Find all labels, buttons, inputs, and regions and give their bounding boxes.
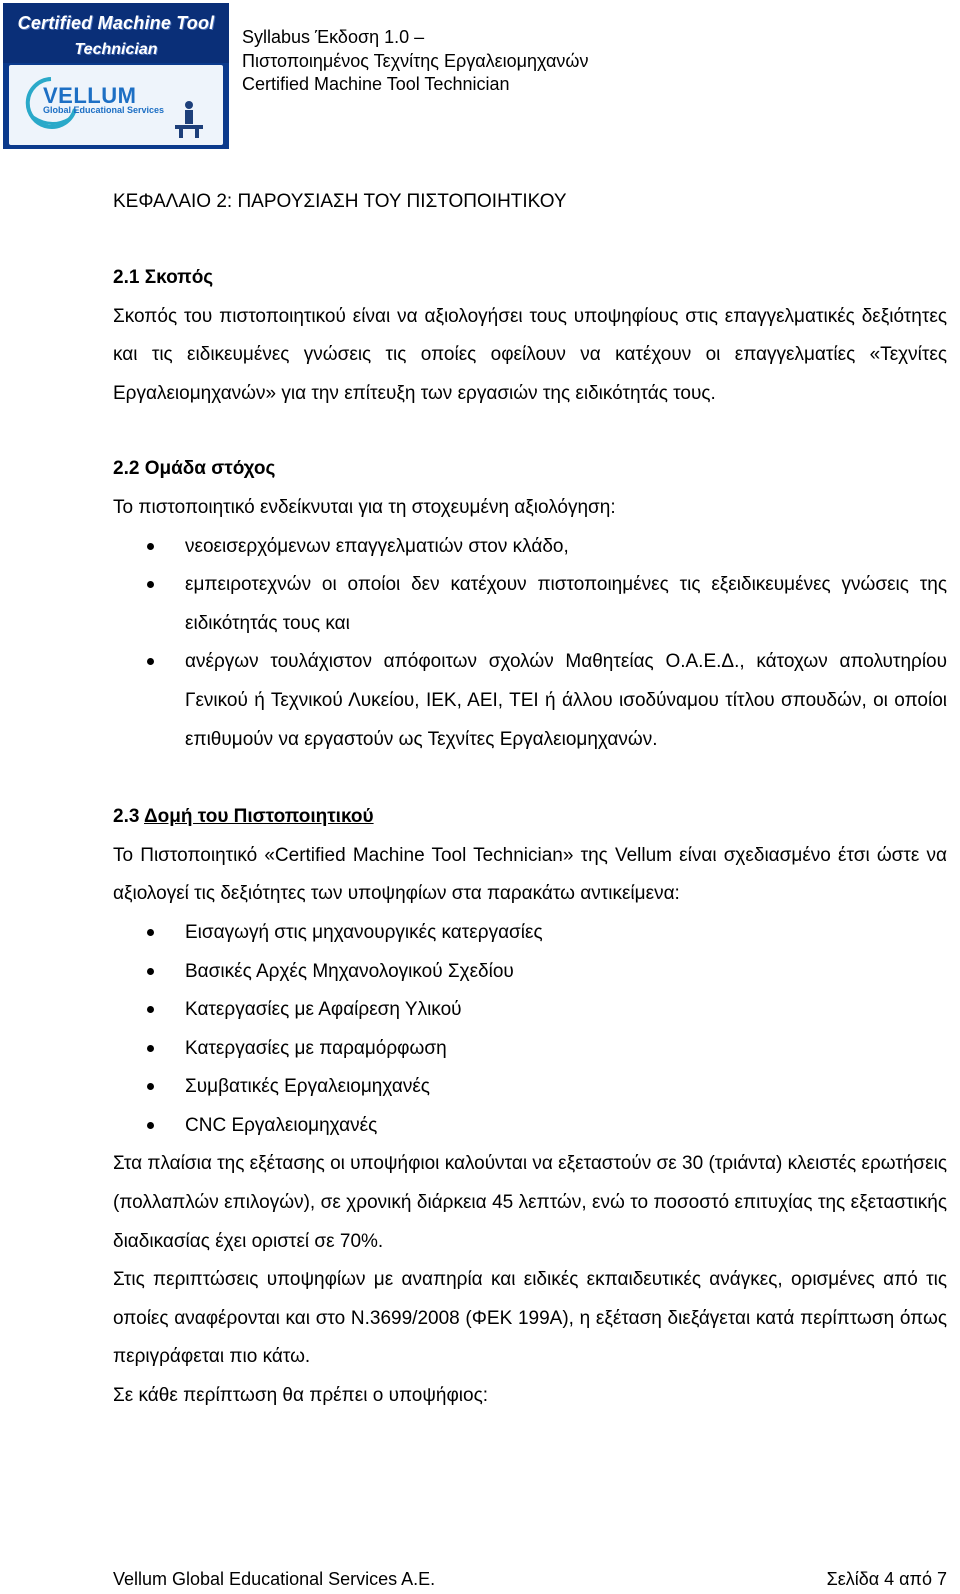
header-title-greek: Πιστοποιημένος Τεχνίτης Εργαλειομηχανών: [242, 50, 589, 71]
section-title: Δομή του Πιστοποιητικού: [144, 806, 374, 828]
bullet-icon: [147, 929, 154, 936]
page-footer: [113, 1568, 947, 1590]
machinist-figure-icon: [171, 99, 207, 139]
bullet-icon: [147, 968, 154, 975]
header-title-english: Certified Machine Tool Technician: [242, 74, 510, 94]
section-number: 2.2: [113, 458, 140, 480]
list-item: Κατεργασίες με παραμόρφωση: [113, 1030, 947, 1069]
bullet-icon: [147, 581, 154, 588]
logo-tagline: Global Educational Services: [43, 105, 165, 115]
list-item: Βασικές Αρχές Μηχανολογικού Σχεδίου: [113, 953, 947, 992]
bullet-icon: [147, 1122, 154, 1129]
section-2-3-intro: Το Πιστοποιητικό «Certified Machine Tool Technician» της Vellum είναι σχεδιασμένο έτσι ώστε να αξιολογεί τις δεξιότητες των υποψηφίων στα παρακάτω αντικείμενα:: [113, 844, 947, 905]
bullet-icon: [147, 1045, 154, 1052]
section-title: Σκοπός: [144, 267, 214, 288]
footer-company: Vellum Global Educational Services A.E.: [113, 1569, 436, 1589]
section-2-1-body: Σκοπός του πιστοποιητικού είναι να αξιολογήσει τους υποψηφίους στις επαγγελματικές δεξιότητες και τις ειδικευμένες γνώσεις τις οποίες οφείλουν να κατέχουν οι επαγγελματίες «Τεχνίτες Εργαλειομηχανών» για την επίτευξη των εργασιών της ειδικότητάς τους.: [113, 305, 947, 404]
document-header: [242, 26, 588, 97]
logo-title: Certified Machine Tool: [17, 13, 215, 33]
bullet-icon: [147, 1006, 154, 1013]
chapter-title: ΚΕΦΑΛΑΙΟ 2: ΠΑΡΟΥΣΙΑΣΗ ΤΟΥ ΠΙΣΤΟΠΟΙΗΤΙΚΟΥ: [113, 191, 567, 212]
section-2-1-heading: [113, 259, 947, 298]
list-item: Συμβατικές Εργαλειομηχανές: [113, 1068, 947, 1107]
bullet-icon: [147, 658, 154, 665]
logo-subtitle: Technician: [74, 41, 158, 58]
closing-line: Σε κάθε περίπτωση θα πρέπει ο υποψήφιος:: [113, 1385, 489, 1407]
section-2-2-heading: [113, 450, 947, 489]
list-item: Κατεργασίες με Αφαίρεση Υλικού: [113, 991, 947, 1030]
document-body: [113, 183, 947, 1416]
target-group-list: [113, 528, 947, 760]
section-2-2-intro: Το πιστοποιητικό ενδείκνυται για τη στοχευμένη αξιολόγηση:: [113, 496, 616, 518]
list-item: Εισαγωγή στις μηχανουργικές κατεργασίες: [113, 914, 947, 953]
section-2-3-heading: [113, 798, 947, 837]
logo-brand: VELLUM: [43, 83, 137, 108]
header-syllabus-version: Syllabus Έκδοση 1.0 –: [242, 27, 425, 47]
exam-description: Στα πλαίσια της εξέτασης οι υποψήφιοι καλούνται να εξεταστούν σε 30 (τριάντα) κλειστές ερωτήσεις (πολλαπλών επιλογών), σε χρονική διάρκεια 45 λεπτών, ενώ το ποσοστό επιτυχίας της εξεταστικής διαδικασίας έχει οριστεί σε 70%.: [113, 1153, 947, 1252]
disability-note: Στις περιπτώσεις υποψηφίων με αναπηρία και ειδικές εκπαιδευτικές ανάγκες, ορισμένες από τις οποίες αναφέρονται και στο Ν.3699/2008 (ΦΕΚ 199Α), η εξέταση διεξάγεται κατά περίπτωση όπως περιγράφεται πιο κάτω.: [113, 1269, 947, 1368]
list-item: εμπειροτεχνών οι οποίοι δεν κατέχουν πιστοποιημένες τις εξειδικευμένες γνώσεις της ειδικότητάς τους και: [113, 566, 947, 643]
section-number: 2.3: [113, 806, 140, 828]
section-title: Ομάδα στόχος: [144, 458, 276, 480]
list-item: νεοεισερχόμενων επαγγελματιών στον κλάδο,: [113, 528, 947, 567]
vellum-logo: [3, 3, 229, 149]
list-item: CNC Εργαλειομηχανές: [113, 1107, 947, 1146]
footer-page-number: Σελίδα 4 από 7: [826, 1569, 947, 1589]
bullet-icon: [147, 1083, 154, 1090]
list-item: ανέργων τουλάχιστον απόφοιτων σχολών Μαθητείας Ο.Α.Ε.Δ., κάτοχων απολυτηρίου Γενικού ή Τεχνικού Λυκείου, ΙΕΚ, ΑΕΙ, ΤΕΙ ή άλλου ισοδύναμου τίτλου σπουδών, οι οποίοι επιθυμούν να εργαστούν ως Τεχνίτες Εργαλειομηχανών.: [113, 643, 947, 759]
bullet-icon: [147, 543, 154, 550]
subjects-list: [113, 914, 947, 1146]
section-number: 2.1: [113, 267, 140, 288]
